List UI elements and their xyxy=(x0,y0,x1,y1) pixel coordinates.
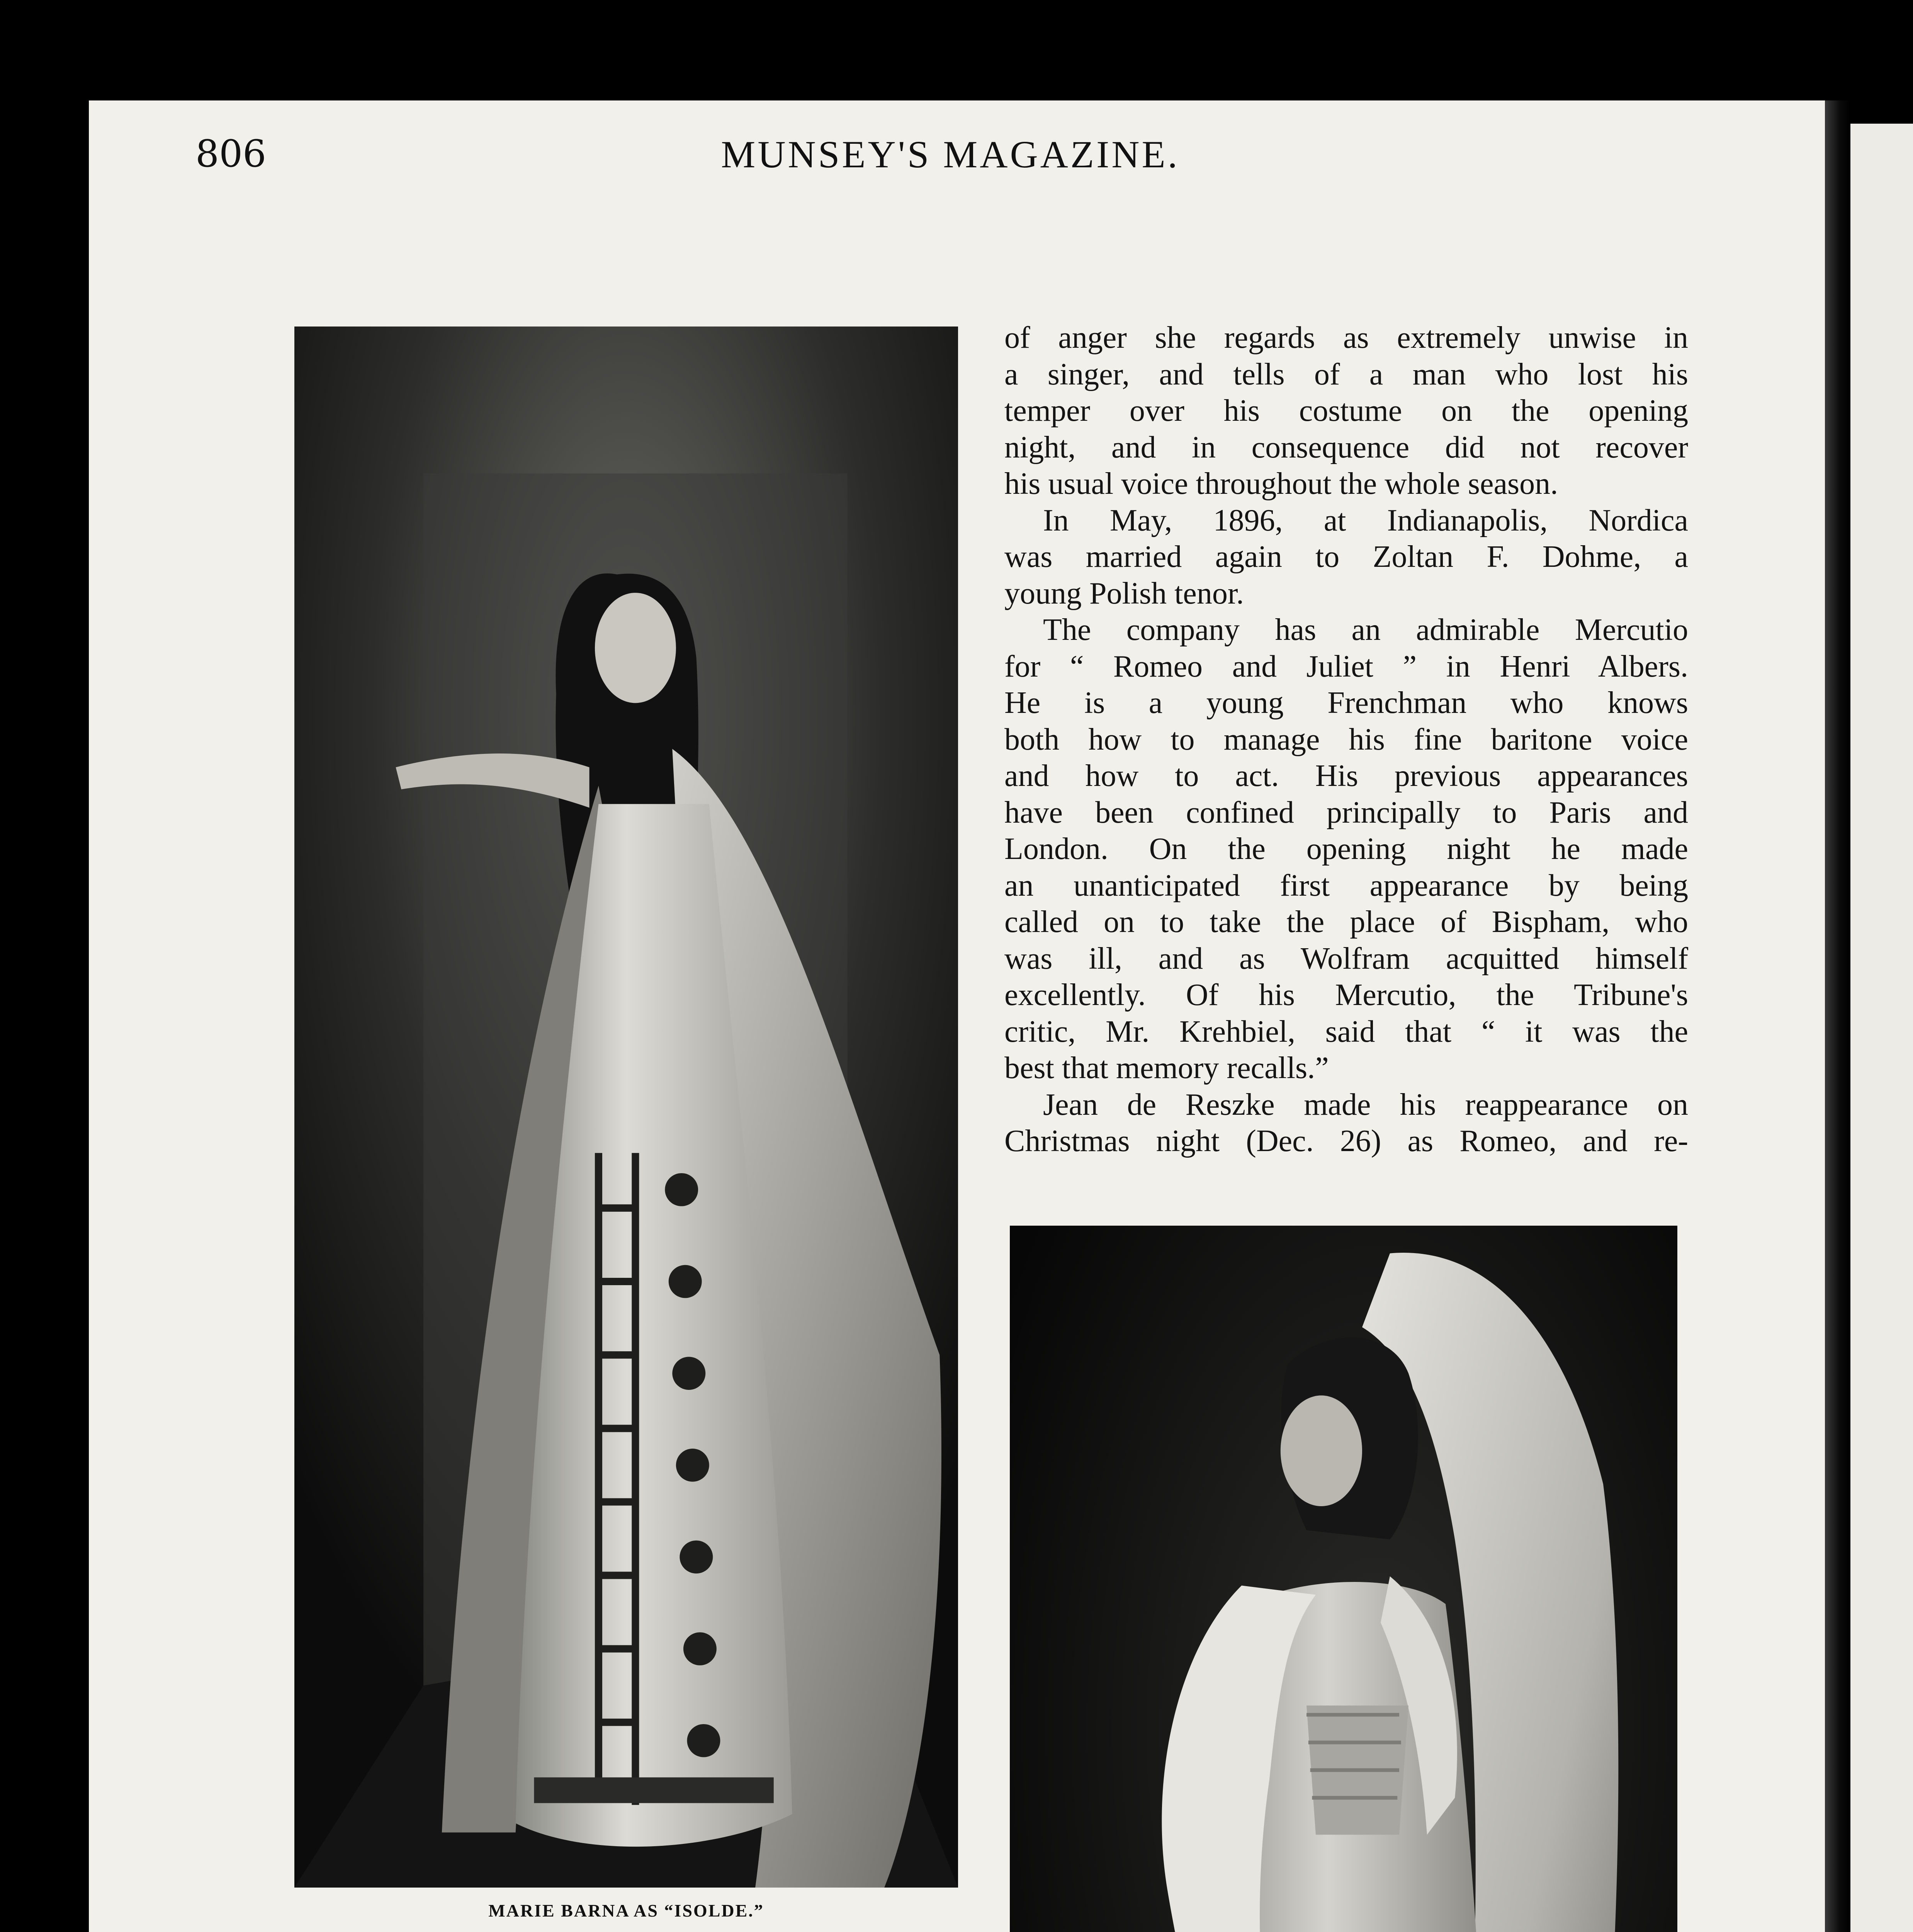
text-line: excellently. Of his Mercutio, the Tribune's xyxy=(1004,978,1688,1012)
right-column-top-text xyxy=(1004,320,1688,1160)
text-line: night, and in consequence did not recover xyxy=(1004,430,1688,464)
text-line: was married again to Zoltan F. Dohme, a xyxy=(1004,540,1688,574)
photo-marie-barna xyxy=(294,327,958,1888)
text-line: have been confined principally to Paris and xyxy=(1004,795,1688,830)
text-line: Christmas night (Dec. 26) as Romeo, and re- xyxy=(1004,1124,1688,1158)
text-line: The company has an admirable Mercutio xyxy=(1043,613,1688,647)
text-line: temper over his costume on the opening xyxy=(1004,394,1688,428)
text-line: both how to manage his fine baritone voice xyxy=(1004,722,1688,757)
photo-ysobel-haskins xyxy=(1010,1226,1677,1932)
text-line: and how to act. His previous appearances xyxy=(1004,759,1688,793)
text-line: He is a young Frenchman who knows xyxy=(1004,686,1688,720)
binding-gutter xyxy=(1825,100,1850,1932)
text-line: young Polish tenor. xyxy=(1004,576,1244,611)
text-line: In May, 1896, at Indianapolis, Nordica xyxy=(1043,503,1688,537)
text-line: of anger she regards as extremely unwise in xyxy=(1004,321,1688,355)
text-line: for “ Romeo and Juliet ” in Henri Albers. xyxy=(1004,649,1688,684)
text-line: his usual voice throughout the whole season. xyxy=(1004,467,1558,501)
running-title: MUNSEY'S MAGAZINE. xyxy=(721,133,1180,176)
photo-ysobel-haskins-image xyxy=(1010,1226,1677,1932)
text-line: an unanticipated first appearance by being xyxy=(1004,868,1688,903)
text-line: best that memory recalls.” xyxy=(1004,1051,1329,1085)
text-line: was ill, and as Wolfram acquitted himself xyxy=(1004,941,1688,976)
photo-marie-barna-image xyxy=(294,327,958,1888)
page-number: 806 xyxy=(195,132,267,175)
text-line: Jean de Reszke made his reappearance on xyxy=(1043,1087,1688,1122)
figure-caption-marie-barna: MARIE BARNA AS “ISOLDE.” xyxy=(488,1901,764,1920)
adjacent-page-edge xyxy=(1850,124,1913,1932)
text-line: London. On the opening night he made xyxy=(1004,832,1688,866)
text-line: critic, Mr. Krehbiel, said that “ it was the xyxy=(1004,1014,1688,1049)
text-line: called on to take the place of Bispham, who xyxy=(1004,905,1688,939)
text-line: a singer, and tells of a man who lost his xyxy=(1004,357,1688,391)
